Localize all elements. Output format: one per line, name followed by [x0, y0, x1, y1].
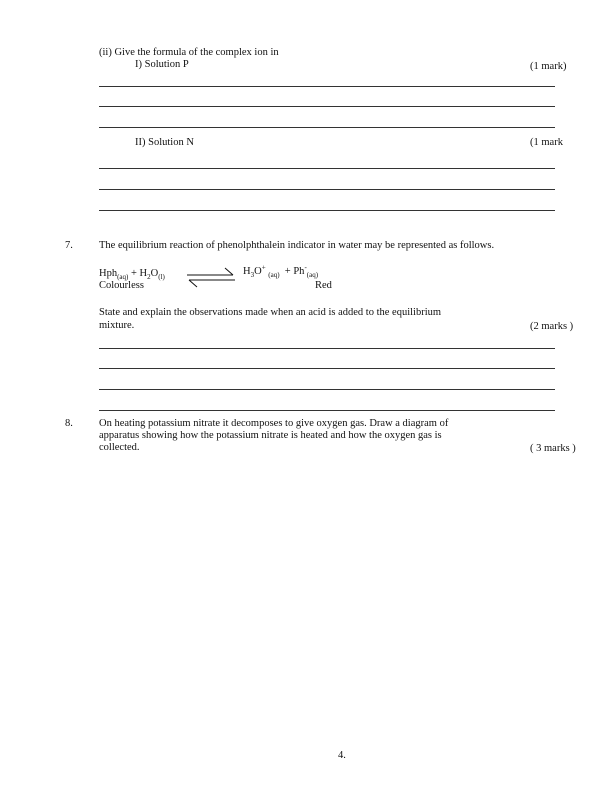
q6-solution-n-marks: (1 mark [530, 137, 563, 148]
answer-line[interactable] [99, 189, 555, 190]
q8-number: 8. [65, 418, 73, 429]
page-number: 4. [338, 750, 346, 761]
equation-reactants: $Hph_{(aq)} + H_2O_{(l)}$ [99, 268, 165, 282]
q7-instruction-line-2: mixture. [99, 320, 135, 331]
q7-number: 7. [65, 240, 73, 251]
answer-line[interactable] [99, 127, 555, 128]
q7-instruction-line-1: State and explain the observations made when an acid is added to the equilibrium [99, 307, 442, 318]
q7-intro: The equilibrium reaction of phenolphthalein indicator in water may be represented as follows. [99, 240, 495, 251]
answer-line[interactable] [99, 368, 555, 369]
colourless-label: Colourless [99, 280, 144, 291]
answer-line[interactable] [99, 168, 555, 169]
diagram-answer-space[interactable] [99, 445, 555, 745]
answer-line[interactable] [99, 389, 555, 390]
q8-text-line-1: On heating potassium nitrate it decomposes to give oxygen gas. Draw a diagram of [99, 418, 449, 429]
answer-line[interactable] [99, 410, 555, 411]
answer-line[interactable] [99, 348, 555, 349]
equilibrium-equation [99, 263, 399, 293]
answer-line[interactable] [99, 86, 555, 87]
q8-marks: ( 3 marks ) [530, 443, 576, 454]
q6-solution-p-label: I) Solution P [135, 59, 189, 70]
q6-solution-p-marks: (1 mark) [530, 61, 567, 72]
answer-line[interactable] [99, 106, 555, 107]
q6-part-ii-text: (ii) Give the formula of the complex ion in [99, 47, 279, 58]
q8-text-line-3: collected. [99, 442, 140, 453]
equation-products: $H_3O^+$ $_{(aq)} + Ph^-_{(aq)}$ [243, 263, 319, 280]
q6-solution-n-label: II) Solution N [135, 137, 194, 148]
equilibrium-arrow-icon [187, 266, 235, 288]
red-label: Red [315, 280, 332, 291]
q7-marks: (2 marks ) [530, 321, 574, 332]
answer-line[interactable] [99, 210, 555, 211]
q8-text-line-2: apparatus showing how the potassium nitrate is heated and how the oxygen gas is [99, 430, 442, 441]
